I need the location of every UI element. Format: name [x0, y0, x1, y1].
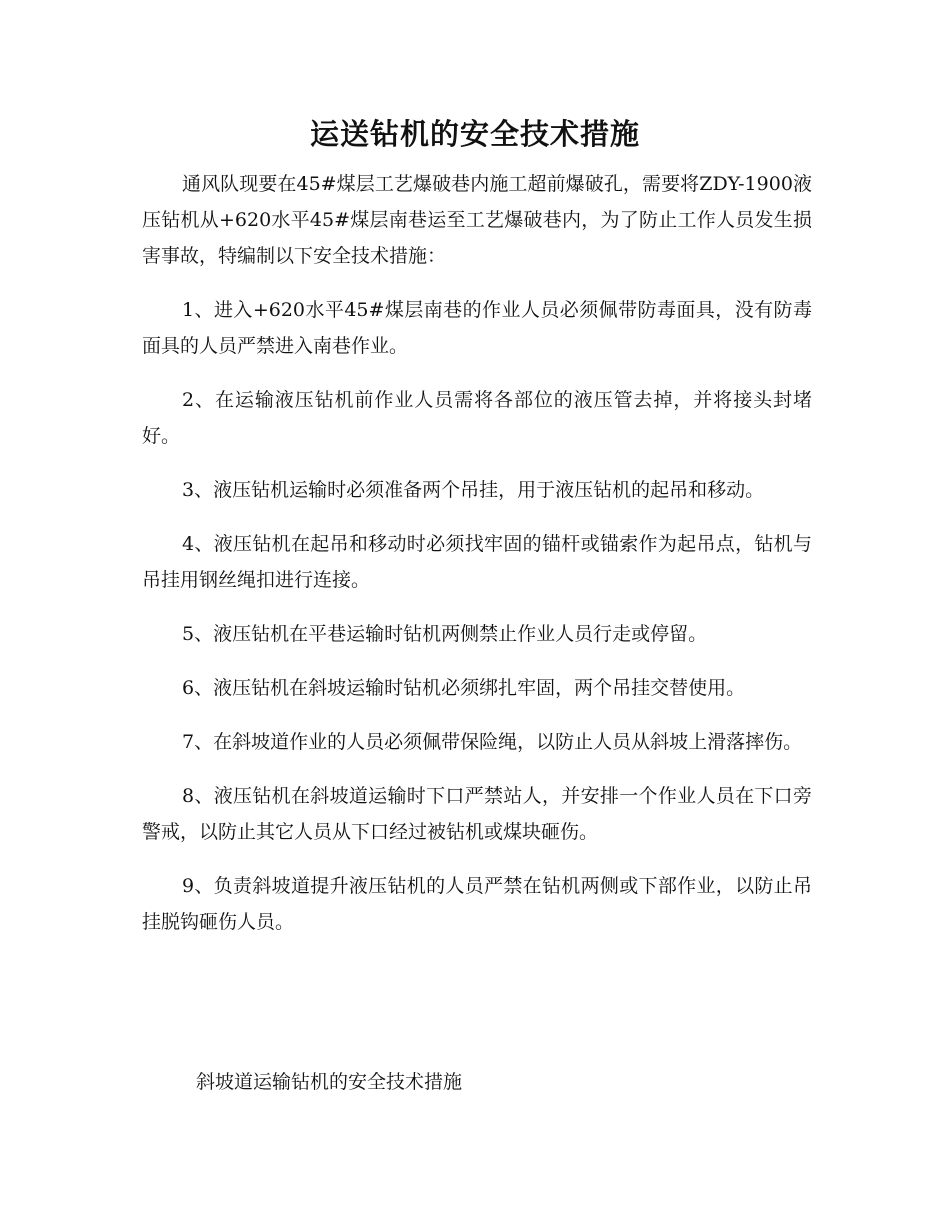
measure-item-6: 6、液压钻机在斜坡运输时钻机必须绑扎牢固，两个吊挂交替使用。 [182, 677, 746, 699]
next-section-title: 斜坡道运输钻机的安全技术措施 [196, 1071, 463, 1093]
document-body [142, 166, 812, 958]
measure-item-2: 2、在运输液压钻机前作业人员需将各部位的液压管去掉，并将接头封堵好。 [142, 389, 812, 447]
measure-item-8: 8、液压钻机在斜坡道运输时下口严禁站人，并安排一个作业人员在下口旁警戒，以防止其它人员从下口经过被钻机或煤块砸伤。 [142, 785, 812, 843]
measure-item-5: 5、液压钻机在平巷运输时钻机两侧禁止作业人员行走或停留。 [182, 623, 708, 645]
measure-item-9: 9、负责斜坡道提升液压钻机的人员严禁在钻机两侧或下部作业，以防止吊挂脱钩砸伤人员。 [142, 875, 812, 933]
measure-item-4: 4、液压钻机在起吊和移动时必须找牢固的锚杆或锚索作为起吊点，钻机与吊挂用钢丝绳扣进行连接。 [142, 533, 812, 591]
intro-paragraph: 通风队现要在45#煤层工艺爆破巷内施工超前爆破孔，需要将ZDY-1900液压钻机从+620水平45#煤层南巷运至工艺爆破巷内，为了防止工作人员发生损害事故，特编制以下安全技术措施： [142, 173, 812, 267]
measure-item-3: 3、液压钻机运输时必须准备两个吊挂，用于液压钻机的起吊和移动。 [182, 479, 765, 501]
document-title: 运送钻机的安全技术措施 [309, 117, 640, 151]
measure-item-1: 1、进入+620水平45#煤层南巷的作业人员必须佩带防毒面具，没有防毒面具的人员严禁进入南巷作业。 [142, 299, 812, 357]
measure-item-7: 7、在斜坡道作业的人员必须佩带保险绳，以防止人员从斜坡上滑落摔伤。 [182, 731, 803, 753]
